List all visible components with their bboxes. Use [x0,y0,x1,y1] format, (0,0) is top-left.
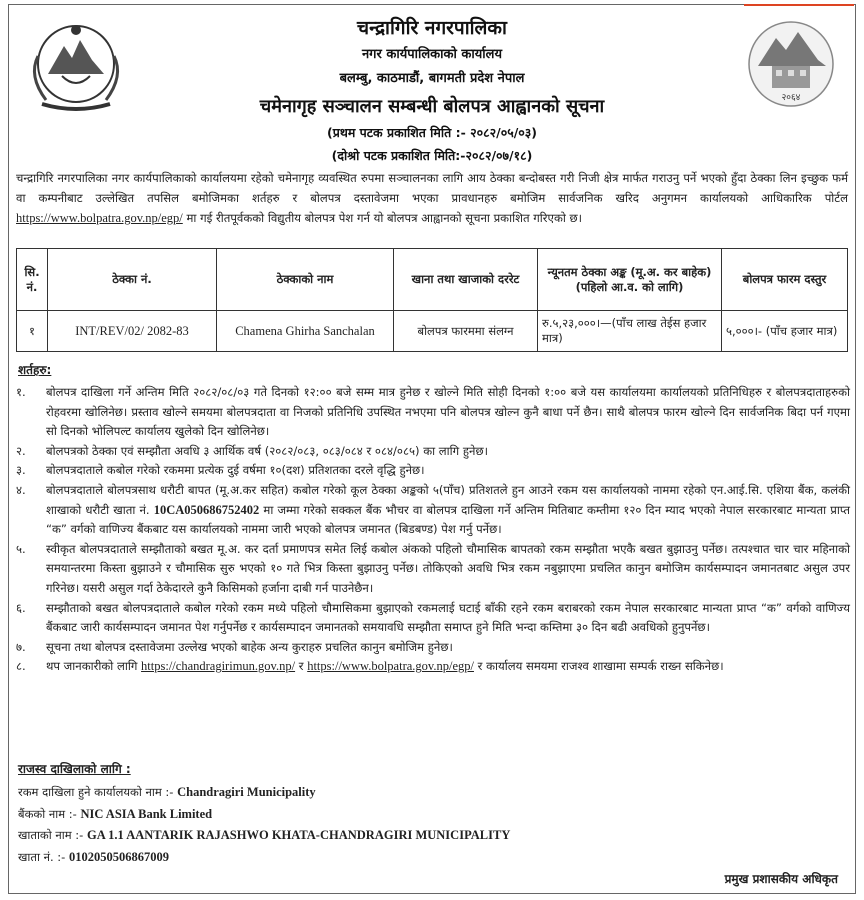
bolpatra-portal-link[interactable]: https://www.bolpatra.gov.np/egp/ [307,659,474,674]
revenue-office-line [18,785,316,800]
intro-text: चन्द्रागिरि नगरपालिका नगर कार्यपालिकाको कार्यालयमा रहेको चमेनागृह व्यवस्थित रुपमा सञ्चालनका लागि आय ठेक्का बन्दोबस्त गरी निजी क्षेत्र मार्फत गराउनु पर्ने भएको हुँदा ठेक्का लिन इच्छुक फर्म वा कम्पनीबाट उल्लेखित तपसिल बमोजिमका शर्तहरु र बोलपत्र दस्तावेजमा भएका प्रावधानहरु बमोजिम सार्वजनिक खरिद अनुगमन कार्यालयको आधिकारिक पोर्टल [16,171,848,205]
col-form-fee: बोलपत्र फारम दस्तुर [722,249,848,311]
term-number: ६. [16,600,26,615]
deposit-account-number: 10CA050686752402 [153,502,260,517]
list-item [16,657,850,677]
col-min-amount: न्यूनतम ठेक्का अङ्क (मू.अ. कर बाहेक)(पहिलो आ.व. को लागि) [538,249,722,311]
term-number: ५. [16,541,26,556]
terms-heading: शर्तहरु: [18,363,52,377]
cell-sn: १ [17,311,48,352]
revenue-office-value: Chandragiri Municipality [177,785,316,799]
contract-table [16,248,848,352]
revenue-office-label: रकम दाखिला हुने कार्यालयको नाम :- [18,785,174,799]
revenue-bank-value: NIC ASIA Bank Limited [80,807,213,821]
table-header-row [17,249,848,311]
revenue-account-number-label: खाता नं. :- [18,850,66,864]
term-number: १. [16,385,26,399]
list-item [16,461,850,481]
term-text: बोलपत्रको ठेक्का एवं सम्झौता अवधि ३ आर्थिक वर्ष (२०८२/०८३, ०८३/०८४ र ०८४/०८५) का लागि हुनेछ। [46,443,488,458]
term-text: स्वीकृत बोलपत्रदाताले सम्झौताको बखत मू.अ. कर दर्ता प्रमाणपत्र समेत लिई कबोल अंकको पहिलो चौमासिक बापतको रकम सम्झौता भएकै बखत बुझाउनु पर्नेछ। तत्पश्चात चार चार महिनाको समयान्तरमा किस्ता बुझाउने र चौमासिक सुरु भएको १० गते भित्र किस्ता बुझाउनु पर्नेछ। तोकिएको अवधि भित्र रकम नबुझाएमा प्रचलित कानुन बमोजिम कार्यसम्पादन जमानतबाट असुल उपर गरिनेछ। यसरी असुल गर्दा ठेकेदारले कुनै किसिमको हर्जाना दाबी गर्न पाउनेछैन। [46,541,850,595]
col-food-rate: खाना तथा खाजाको दररेट [394,249,538,311]
term-number: ४. [16,482,26,497]
revenue-account-name-label: खाताको नाम :- [18,828,84,842]
revenue-heading: राजस्व दाखिलाको लागि : [18,762,131,776]
col-contract-name: ठेक्काको नाम [217,249,394,311]
list-item [16,442,850,462]
cell-min-amount: रु.५,२३,०००।—(पाँच लाख तेईस हजार मात्र) [538,311,722,352]
cell-form-fee: ५,०००।- (पाँच हजार मात्र) [722,311,848,352]
list-item [16,540,850,599]
term-text-a: बोलपत्रदाताले बोलपत्रसाथ धरौटी बापत (मू.अ.कर सहित) कबोल गरेको कूल ठेक्का अङ्कको ५(पाँच) प्रतिशतले हुन आउने रकम यस कार्यालयको नाममा रहेको एन.आई.सि. एशिया बैंक, कलंकी शाखाको धरौटी खाता नं. [46,482,850,517]
term-text: सम्झौताको बखत बोलपत्रदाताले कबोल गरेको रकम मध्ये पहिलो चौमासिकमा बुझाएको रकमलाई घटाई बाँकी रहने रकम बराबरको रकम नेपाल सरकारबाट मान्यता प्राप्त “क” वर्गको वाणिज्य बैंकबाट जारी कार्यसम्पादन जमानत पेश गर्नुपर्नेछ र कार्यसम्पादन जमानतको समयावधि सम्झौता समाप्त हुने मिति भन्दा कम्तिमा ३० दिन बढी अवधिको हुनुपर्नेछ। [46,600,850,635]
table-row [17,311,848,352]
term-text: सूचना तथा बोलपत्र दस्तावेजमा उल्लेख भएको बाहेक अन्य कुराहरु प्रचलित कानुन बमोजिम हुनेछ। [46,639,453,654]
intro-text-end: मा गई रीतपूर्वकको विद्युतीय बोलपत्र पेश गर्न यो बोलपत्र आह्वानको सूचना प्रकाशित गरिएको छ। [186,211,583,225]
term-number: २. [16,443,26,458]
first-publish-date: (प्रथम पटक प्रकाशित मिति :- २०८२/०५/०३) [327,125,537,140]
terms-list [16,383,850,677]
top-accent-bar [744,4,854,6]
revenue-account-name-value: GA 1.1 AANTARIK RAJASHWO KHATA-CHANDRAGIRI MUNICIPALITY [86,828,511,842]
municipality-name: चन्द्रागिरि नगरपालिका [357,17,507,39]
office-name: नगर कार्यपालिकाको कार्यालय [361,47,503,62]
cell-contract-no: INT/REV/02/ 2082-83 [48,311,217,352]
term-text-b: मा जम्मा गरेको सक्कल बैंक भौचर वा बोलपत्र दाखिला गर्ने अन्तिम मितिबाट कम्तीमा १२० दिन म्याद भएको नेपाल सरकारबाट मान्यता प्राप्त “क” वर्गको वाणिज्य बैंकबाट यस कार्यालयको नाममा जारी भएको बोलपत्र जमानत (बिडबण्ड) पेश गर्नु पर्नेछ। [46,502,851,537]
list-item [16,638,850,658]
term-number: ३. [16,463,26,478]
cell-contract-name: Chamena Ghirha Sanchalan [217,311,394,352]
list-item [16,599,850,638]
col-contract-no: ठेक्का नं. [48,249,217,311]
term-text-c: र कार्यालय समयमा राजश्व शाखामा सम्पर्क राख्न सकिनेछ। [477,659,724,674]
col-sn: सि. नं. [17,249,48,311]
term-text: बोलपत्र दाखिला गर्ने अन्तिम मिति २०८२/०८/०३ गते दिनको १२:०० बजे सम्म मात्र हुनेछ र खोल्ने मिति सोही दिनको १:०० बजे यस कार्यालयमा कार्यालयको प्रतिनिधिहरु र बोलपत्रदाताहरुको रोहवरमा खोलिनेछ। प्रस्ताव खोल्ने समयमा बोलपत्रदाता वा निजको प्रतिनिधि उपस्थित नभएमा पनि बोलपत्र खोल्न कुनै बाधा पर्ने छैन। साथै बोलपत्र फारम खोल्ने दिन सार्वजनिक बिदा पर्न गएमा सो दिनको भोलिपल्ट कार्यालय खुलेको दिन खोलिनेछ। [46,385,850,439]
term-text-a: थप जानकारीको लागि [46,659,138,674]
logo-year: २०६४ [781,93,801,103]
term-text [46,481,850,540]
office-address: बलम्बु, काठमाडौं, बागमती प्रदेश नेपाल [339,71,525,86]
list-item [16,481,850,540]
notice-title: चमेनागृह सञ्चालन सम्बन्धी बोलपत्र आह्वानको सूचना [259,96,605,117]
signature-title: प्रमुख प्रशासकीय अधिकृत [724,872,838,886]
municipality-website-link[interactable]: https://chandragirimun.gov.np/ [141,659,296,674]
revenue-account-number-line [18,850,169,865]
revenue-bank-line [18,807,212,822]
second-publish-date: (दोश्रो पटक प्रकाशित मिति:-२०८२/०७/१८) [331,148,533,163]
term-text-b: र [298,659,304,674]
term-number: ७. [16,639,26,654]
term-text [46,657,850,677]
revenue-account-number-value: 0102050506867009 [68,850,169,864]
term-number: ८. [16,659,26,674]
revenue-bank-label: बैंकको नाम :- [18,807,77,821]
term-text: बोलपत्रदाताले कबोल गरेको रकममा प्रत्येक दुई वर्षमा १०(दश) प्रतिशतका दरले वृद्धि हुनेछ। [46,463,425,478]
list-item [16,383,850,442]
cell-food-rate: बोलपत्र फारममा संलग्न [394,311,538,352]
revenue-account-name-line [18,828,510,843]
intro-paragraph [16,168,848,228]
bolpatra-portal-link[interactable]: https://www.bolpatra.gov.np/egp/ [16,211,183,225]
